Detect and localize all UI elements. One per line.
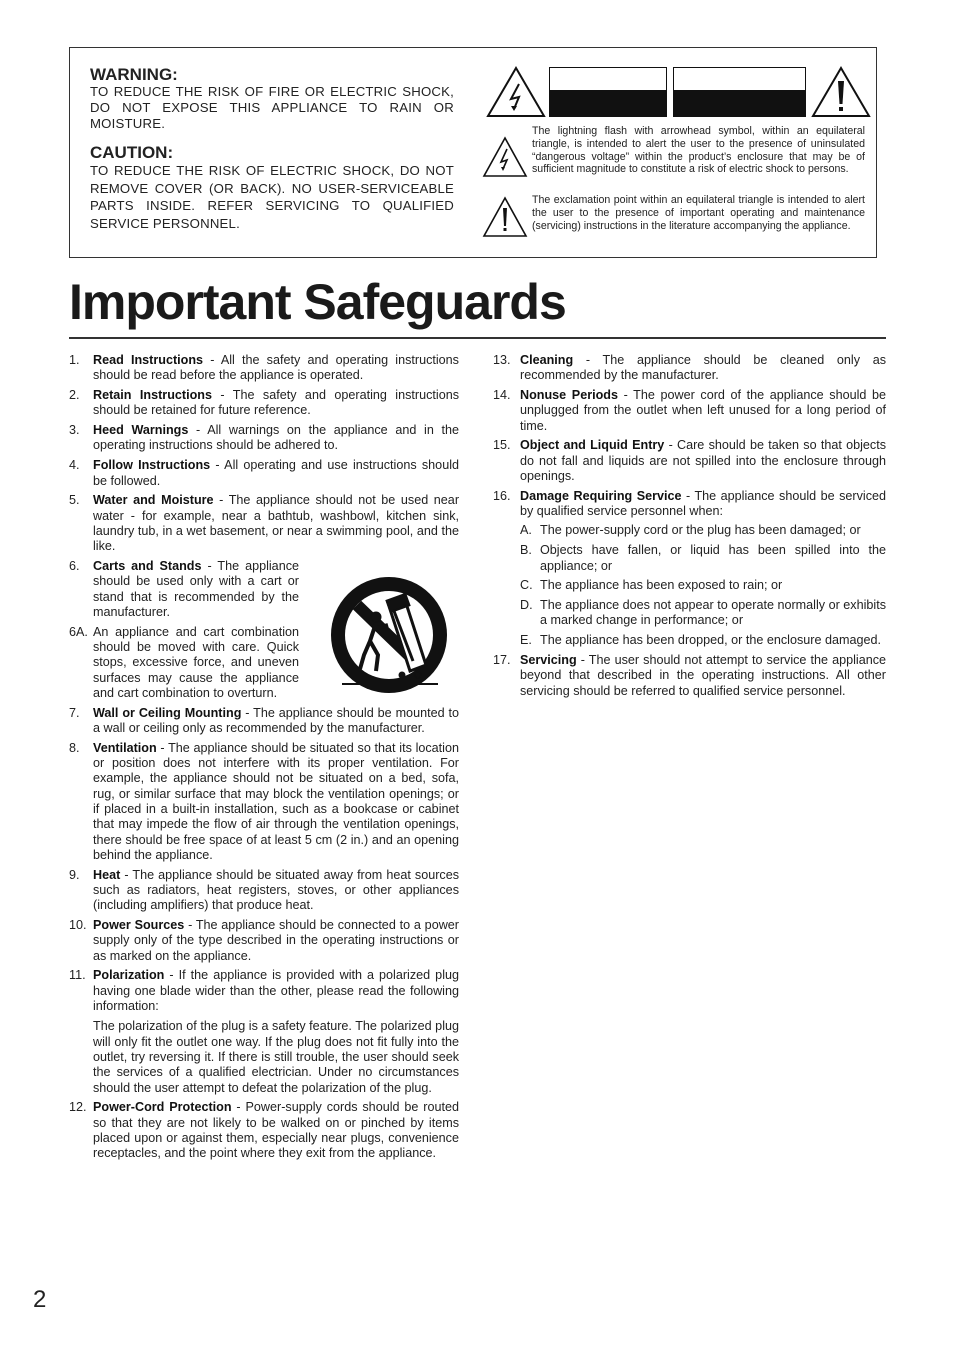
item-text: - The user should not attempt to service the appliance beyond that described in the operating instructions. All other servicing should be referred to qualified service personnel. xyxy=(520,653,886,698)
list-item xyxy=(493,353,886,384)
list-item xyxy=(493,388,886,434)
list-item xyxy=(69,353,459,384)
item-heading: Retain Instructions xyxy=(93,388,212,403)
item-text: - The appliance should be connected to a power supply only of the type described in the operating instructions or as marked on the appliance. xyxy=(93,918,459,963)
item-heading: Polarization xyxy=(93,968,165,983)
item-heading: Heed Warnings xyxy=(93,423,189,438)
item-text: - The safety and operating instructions should be retained for future reference. xyxy=(93,388,459,418)
right-column xyxy=(493,353,886,703)
sub-item-text: The appliance has been exposed to rain; or xyxy=(540,578,783,593)
left-column xyxy=(69,353,459,1166)
list-item xyxy=(69,388,459,419)
sub-item-letter: B. xyxy=(520,543,532,558)
sub-item-text: The appliance does not appear to operate normally or exhibits a marked change in performance; or xyxy=(540,598,886,628)
item-text: - The appliance should be used only with a cart or stand that is recommended by the manufacturer. xyxy=(93,559,299,619)
item-text: - All the safety and operating instructions should be read before the appliance is operated. xyxy=(93,353,459,383)
item-text: - If the appliance is provided with a polarized plug having one blade wider than the other, please read the following information: xyxy=(93,968,459,1014)
item-heading: Cleaning xyxy=(520,353,574,367)
item-heading: Servicing xyxy=(520,653,577,668)
item-heading: Object and Liquid Entry xyxy=(520,438,665,453)
list-item xyxy=(69,741,459,863)
item-heading: Follow Instructions xyxy=(93,458,211,473)
item-text: - The appliance should be situated away from heat sources such as radiators, heat registers, stoves, or other appliances (including amplifiers) that produce heat. xyxy=(93,867,459,913)
item-heading: Nonuse Periods xyxy=(520,388,618,403)
item-number: 14. xyxy=(493,388,511,403)
item-text: - The appliance should not be used near water - for example, near a bathtub, washbowl, kitchen sink, laundry tub, in a wet basement, or near a swimming pool, and the like. xyxy=(93,493,460,554)
item-heading: Carts and Stands xyxy=(93,559,202,574)
item-heading: Wall or Ceiling Mounting xyxy=(93,705,242,720)
sub-item-text: Objects have fallen, or liquid has been spilled into the appliance; or xyxy=(540,543,886,573)
item-number: 16. xyxy=(493,488,511,503)
caution-heading: CAUTION: xyxy=(90,143,174,162)
page-title: Important Safeguards xyxy=(69,274,566,330)
list-item xyxy=(69,559,299,620)
item-heading: Damage Requiring Service xyxy=(520,488,682,503)
list-item xyxy=(69,458,459,489)
sub-item-letter: A. xyxy=(520,523,532,538)
sub-item xyxy=(520,598,886,629)
item-text: - The appliance should be mounted to a wall or ceiling only as recommended by the manufacturer. xyxy=(93,705,459,736)
item-number: 8. xyxy=(69,740,80,755)
lightning-explanation: The lightning flash with arrowhead symbol, within an equilateral triangle, is intended to alert the user to the presence of uninsulated “dangerous voltage” within the product’s enclosure that may be of sufficient magnitude to constitute a risk of electric shock to persons. xyxy=(532,125,865,176)
list-item xyxy=(69,423,459,454)
item-number: 7. xyxy=(69,705,80,720)
exclamation-explanation: The exclamation point within an equilateral triangle is intended to alert the user to the presence of important operating and maintenance (servicing) instructions in the literature accompanying the appliance. xyxy=(532,194,865,232)
list-item xyxy=(69,493,459,554)
lightning-triangle-icon xyxy=(482,136,528,178)
item-heading: Heat xyxy=(93,867,121,882)
caution-label-block-left xyxy=(549,67,667,117)
item-text: - Power-supply cords should be routed so that they are not likely to be walked on or pinched by items placed upon or against them, especially near plugs, convenience receptacles, and the point where they exit from the appliance. xyxy=(93,1100,459,1161)
item-number: 15. xyxy=(493,438,511,453)
item-number: 9. xyxy=(69,867,80,882)
polarization-paragraph: The polarization of the plug is a safety feature. The polarized plug will only fit the outlet one way. If the plug does not fit fully into the outlet, try reversing it. If there is still trouble, the user should seek the services of a qualified electrician. Under no circumstances should the user attempt to defeat the polarization of the plug. xyxy=(93,1019,459,1095)
item-number: 10. xyxy=(69,918,87,933)
list-item xyxy=(493,653,886,699)
lightning-triangle-icon xyxy=(486,66,546,118)
sub-item-letter: D. xyxy=(520,598,533,613)
page-number: 2 xyxy=(33,1286,47,1313)
sub-item-letter: C. xyxy=(520,578,533,593)
sub-item xyxy=(520,523,886,538)
list-item xyxy=(69,918,459,964)
item-heading: Water and Moisture xyxy=(93,493,214,508)
item-heading: Power-Cord Protection xyxy=(93,1100,232,1115)
item-heading: Ventilation xyxy=(93,740,157,755)
item-number: 6. xyxy=(69,559,80,574)
warning-box xyxy=(69,47,877,258)
item-number: 1. xyxy=(69,353,80,367)
sub-item-text: The power-supply cord or the plug has been damaged; or xyxy=(540,523,861,538)
sub-item-text: The appliance has been dropped, or the enclosure damaged. xyxy=(540,633,881,648)
item-number: 5. xyxy=(69,493,80,508)
warning-text: TO REDUCE THE RISK OF FIRE OR ELECTRIC SHOCK, DO NOT EXPOSE THIS APPLIANCE TO RAIN OR MOISTURE. xyxy=(90,84,454,131)
caution-label-block-right xyxy=(673,67,806,117)
item-heading: Read Instructions xyxy=(93,353,204,367)
item-text: - Care should be taken so that objects do not fall and liquids are not spilled into the enclosure through openings. xyxy=(520,438,886,484)
list-item xyxy=(69,1100,459,1161)
item-text: - The power cord of the appliance should be unplugged from the outlet when left unused for a long period of time. xyxy=(520,388,887,433)
item-number: 12. xyxy=(69,1100,87,1115)
item-number: 13. xyxy=(493,353,511,367)
list-item xyxy=(493,438,886,484)
item-text: - The appliance should be serviced by qualified service personnel when: xyxy=(520,488,886,519)
item-text: - All warnings on the appliance and in the operating instructions should be adhered to. xyxy=(93,423,460,453)
item-number: 2. xyxy=(69,388,80,403)
sub-item xyxy=(520,633,886,648)
item-number: 11. xyxy=(69,968,86,983)
item-text: An appliance and cart combination should be moved with care. Quick stops, excessive force, and uneven surfaces may cause the appliance and cart combination to overturn. xyxy=(93,624,299,700)
exclamation-triangle-icon xyxy=(811,66,871,118)
item-text: - All operating and use instructions should be followed. xyxy=(93,458,459,488)
item-text: - The appliance should be situated so that its location or position does not interfere with its proper ventilation. For example, the appliance should not be situated on a bed, sofa, rug, or similar surface that may block the ventilation openings; or if placed in a built-in installation, such as a bookcase or cabinet that may impede the flow of air through the ventilation openings, there should be free space of at least 5 cm (2 in.) and an opening behind the appliance. xyxy=(93,740,459,862)
item-heading: Power Sources xyxy=(93,918,185,933)
item-number: 17. xyxy=(493,653,511,668)
caution-text: TO REDUCE THE RISK OF ELECTRIC SHOCK, DO NOT REMOVE COVER (OR BACK). NO USER-SERVICEABLE PARTS INSIDE. REFER SERVICING TO QUALIFIED SERVICE PERSONNEL. xyxy=(90,163,454,231)
warning-caution-block xyxy=(90,66,454,242)
sub-item xyxy=(520,543,886,574)
warning-heading: WARNING: xyxy=(90,65,178,84)
sub-item-letter: E. xyxy=(520,633,532,648)
cart-tip-over-icon xyxy=(330,575,450,695)
item-number: 4. xyxy=(69,458,80,473)
sub-item xyxy=(520,578,886,593)
item-text: - The appliance should be cleaned only as recommended by the manufacturer. xyxy=(520,353,886,383)
exclamation-triangle-icon xyxy=(482,196,528,238)
item-number: 6A. xyxy=(69,624,88,639)
list-item xyxy=(69,868,459,914)
list-item xyxy=(69,706,459,737)
list-item xyxy=(69,968,459,1095)
list-item xyxy=(69,625,299,701)
list-item xyxy=(493,489,886,649)
title-rule xyxy=(69,337,886,339)
item-number: 3. xyxy=(69,423,80,438)
